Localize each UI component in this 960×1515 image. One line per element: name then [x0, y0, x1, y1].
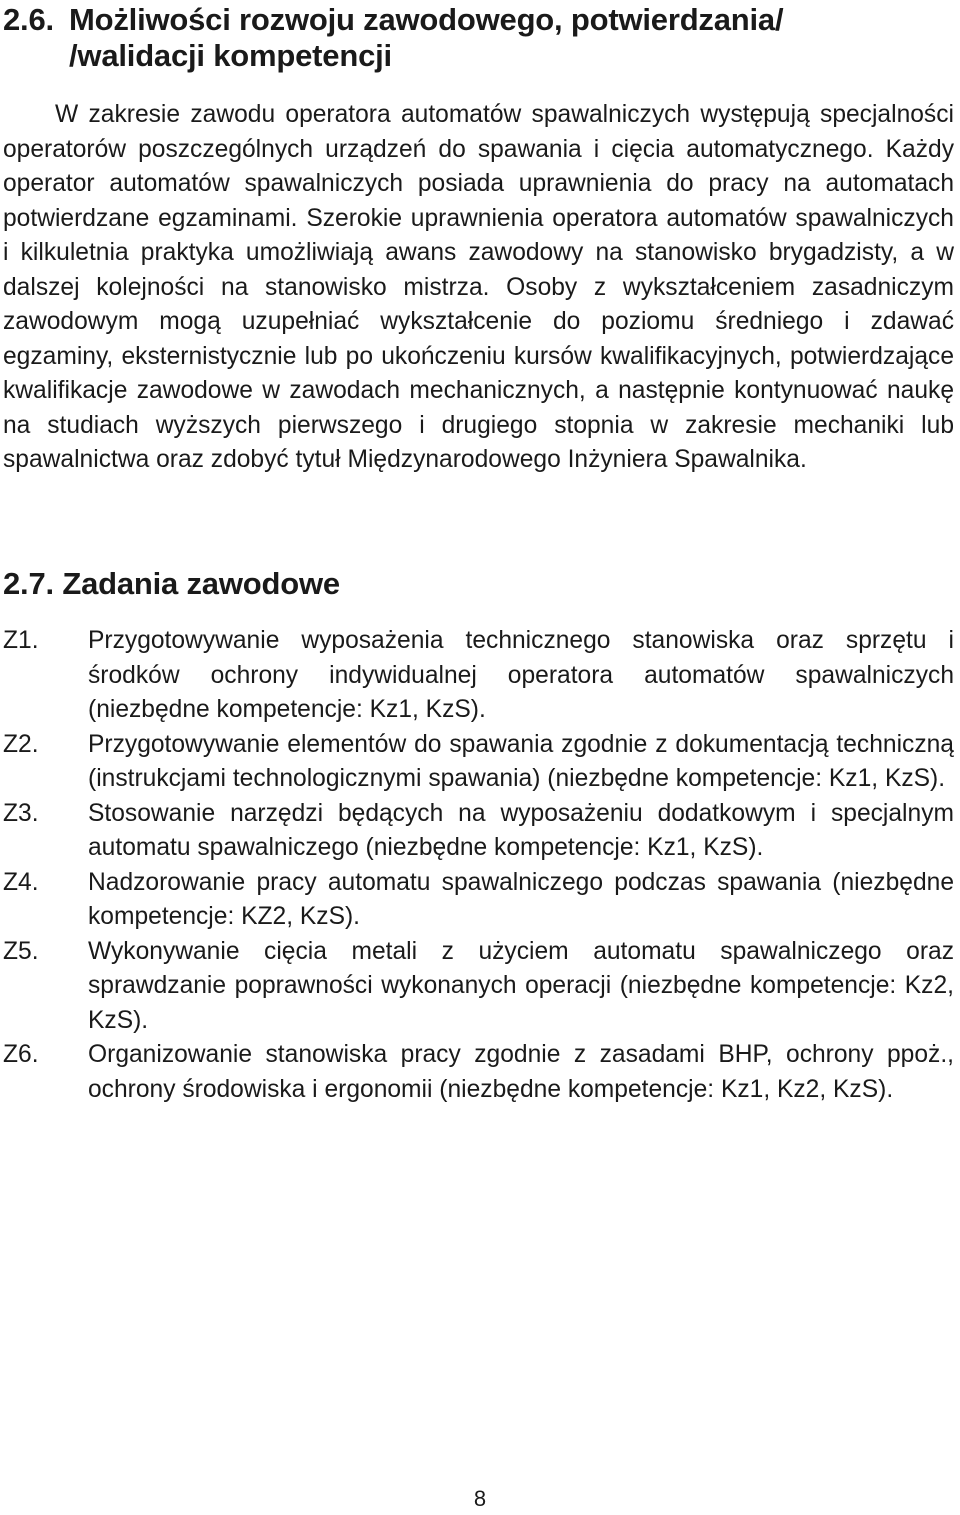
task-item-z2 — [3, 728, 954, 797]
section-number: 2.6. — [3, 2, 54, 37]
task-text: Stosowanie narzędzi będących na wyposażeniu dodatkowym i specjalnym automatu spawalniczego (niezbędne kompetencje: Kz1, KzS). — [88, 799, 954, 861]
task-item-z4 — [3, 866, 954, 935]
task-text: Przygotowywanie wyposażenia technicznego stanowiska oraz sprzętu i środków ochrony indywidualnej operatora automatów spawalniczych (niezbędne kompetencje: Kz1, KzS). — [88, 627, 954, 723]
task-code: Z4. — [3, 868, 39, 896]
task-item-z6 — [3, 1038, 954, 1107]
section-title-line-1: Możliwości rozwoju zawodowego, potwierdzania/ — [69, 2, 784, 37]
career-development-paragraph: W zakresie zawodu operatora automatów spawalniczych występują specjalności operatorów poszczególnych urządzeń do spawania i cięcia automatycznego. Każdy operator automatów spawalniczych posiada uprawnienia do pracy na automatach potwierdzane egzaminami. Szerokie uprawnienia operatora automatów spawalniczych i kilkuletnia praktyka umożliwiają awans zawodowy na stanowisko brygadzisty, a w dalszej kolejności na stanowisko mistrza. Osoby z wykształceniem zasadniczym zawodowym mogą uzupełniać wykształcenie do poziomu średniego i zdawać egzaminy, eksternistycznie lub po ukończeniu kursów kwalifikacyjnych, potwierdzające kwalifikacje zawodowe w zawodach mechanicznych, a następnie kontynuować naukę na studiach wyższych pierwszego i drugiego stopnia w zakresie mechaniki lub spawalnictwa oraz zdobyć tytuł Międzynarodowego Inżyniera Spawalnika. — [3, 101, 954, 473]
section-heading-2-7 — [3, 566, 340, 602]
task-code: Z6. — [3, 1041, 39, 1068]
task-code: Z5. — [3, 937, 39, 965]
section-number: 2.7. — [3, 566, 54, 601]
task-text: Wykonywanie cięcia metali z użyciem automatu spawalniczego oraz sprawdzanie poprawności wykonanych operacji (niezbędne kompetencje: Kz2, KzS). — [88, 937, 954, 1034]
section-title: Zadania zawodowe — [62, 566, 340, 601]
task-code: Z3. — [3, 799, 39, 827]
section-heading-2-6 — [3, 2, 953, 74]
task-item-z3 — [3, 797, 954, 866]
task-text: Organizowanie stanowiska pracy zgodnie z zasadami BHP, ochrony ppoż., ochrony środowiska i ergonomii (niezbędne kompetencje: Kz1, Kz2, KzS). — [88, 1041, 954, 1103]
section-title-line-2: /walidacji kompetencji — [69, 38, 392, 73]
task-code: Z2. — [3, 730, 39, 758]
task-code: Z1. — [3, 627, 39, 654]
task-item-z5 — [3, 935, 954, 1039]
task-text: Nadzorowanie pracy automatu spawalniczego podczas spawania (niezbędne kompetencje: KZ2, KzS). — [88, 868, 954, 930]
task-text: Przygotowywanie elementów do spawania zgodnie z dokumentacją techniczną (instrukcjami technologicznymi spawania) (niezbędne kompetencje: Kz1, KzS). — [88, 730, 954, 792]
professional-tasks-list — [3, 624, 954, 1107]
task-item-z1 — [3, 624, 954, 728]
page-number: 8 — [473, 1486, 487, 1511]
